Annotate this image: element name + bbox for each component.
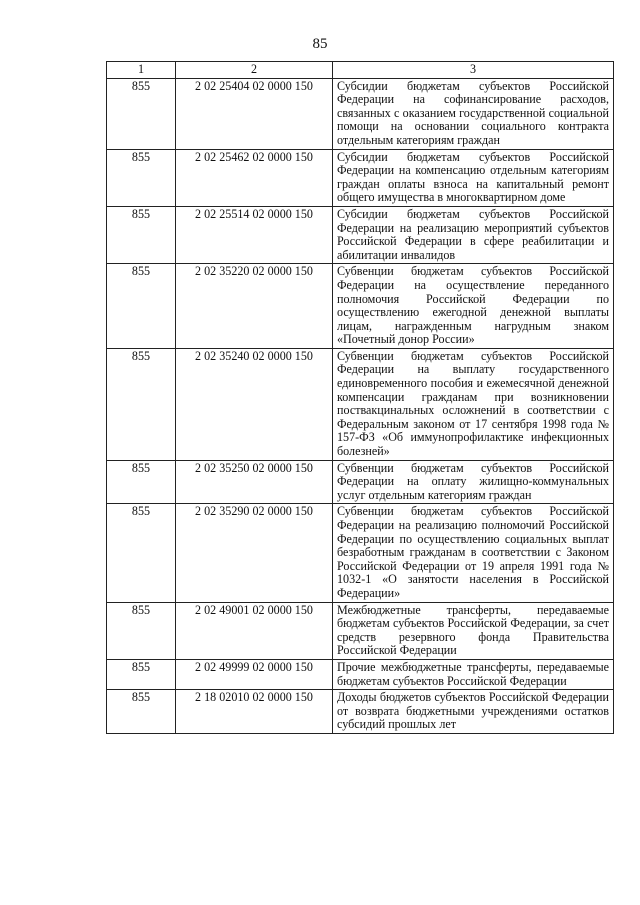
admin-code-cell: 855 bbox=[107, 659, 176, 689]
table-row bbox=[107, 690, 614, 734]
admin-code-cell: 855 bbox=[107, 504, 176, 602]
table-row bbox=[107, 659, 614, 689]
table-row bbox=[107, 504, 614, 602]
revenue-code-cell: 2 02 49001 02 0000 150 bbox=[176, 602, 333, 659]
admin-code-cell: 855 bbox=[107, 78, 176, 149]
table-row bbox=[107, 206, 614, 263]
revenue-code-cell: 2 02 25462 02 0000 150 bbox=[176, 149, 333, 206]
table-row bbox=[107, 264, 614, 349]
revenue-code-cell: 2 02 49999 02 0000 150 bbox=[176, 659, 333, 689]
revenue-name-cell: Субсидии бюджетам субъектов Российской Федерации на софинансирование расходов, связанных с оказанием государственной социальной помощи на основании социального контракта отдельным категориям граждан bbox=[333, 78, 614, 149]
budget-classification-table bbox=[106, 61, 614, 734]
revenue-code-cell: 2 02 35290 02 0000 150 bbox=[176, 504, 333, 602]
admin-code-cell: 855 bbox=[107, 206, 176, 263]
revenue-name-cell: Субсидии бюджетам субъектов Российской Федерации на компенсацию отдельным категориям граждан оплаты взноса на капитальный ремонт общего имущества в многоквартирном доме bbox=[333, 149, 614, 206]
header-col-1: 1 bbox=[107, 62, 176, 79]
revenue-name-cell: Межбюджетные трансферты, передаваемые бюджетам субъектов Российской Федерации, за счет средств резервного фонда Правительства Российской Федерации bbox=[333, 602, 614, 659]
table-row bbox=[107, 149, 614, 206]
table-row bbox=[107, 602, 614, 659]
table-row bbox=[107, 348, 614, 460]
header-col-3: 3 bbox=[333, 62, 614, 79]
revenue-code-cell: 2 02 25514 02 0000 150 bbox=[176, 206, 333, 263]
revenue-name-cell: Прочие межбюджетные трансферты, передаваемые бюджетам субъектов Российской Федерации bbox=[333, 659, 614, 689]
table-row bbox=[107, 78, 614, 149]
admin-code-cell: 855 bbox=[107, 264, 176, 349]
revenue-code-cell: 2 02 35240 02 0000 150 bbox=[176, 348, 333, 460]
revenue-name-cell: Субвенции бюджетам субъектов Российской Федерации на реализацию полномочий Российской Федерации по осуществлению социальных выплат безработным гражданам в соответствии с Законом Российской Федерации от 19 апреля 1991 года № 1032-1 «О занятости населения в Российской Федерации» bbox=[333, 504, 614, 602]
admin-code-cell: 855 bbox=[107, 602, 176, 659]
table-row bbox=[107, 460, 614, 504]
admin-code-cell: 855 bbox=[107, 690, 176, 734]
revenue-name-cell: Субвенции бюджетам субъектов Российской Федерации на выплату государственного единовременного пособия и ежемесячной денежной компенсации гражданам при возникновении поствакцинальных осложнений в соответствии с Федеральным законом от 17 сентября 1998 года № 157-ФЗ «Об иммунопрофилактике инфекционных болезней» bbox=[333, 348, 614, 460]
revenue-name-cell: Субвенции бюджетам субъектов Российской Федерации на оплату жилищно-коммунальных услуг отдельным категориям граждан bbox=[333, 460, 614, 504]
revenue-code-cell: 2 18 02010 02 0000 150 bbox=[176, 690, 333, 734]
revenue-name-cell: Субвенции бюджетам субъектов Российской Федерации на осуществление переданного полномочия Российской Федерации по осуществлению ежегодной денежной выплаты лицам, награжденным нагрудным знаком «Почетный донор России» bbox=[333, 264, 614, 349]
revenue-name-cell: Субсидии бюджетам субъектов Российской Федерации на реализацию мероприятий субъектов Российской Федерации в сфере реабилитации и абилитации инвалидов bbox=[333, 206, 614, 263]
admin-code-cell: 855 bbox=[107, 149, 176, 206]
admin-code-cell: 855 bbox=[107, 348, 176, 460]
revenue-code-cell: 2 02 35220 02 0000 150 bbox=[176, 264, 333, 349]
header-col-2: 2 bbox=[176, 62, 333, 79]
revenue-code-cell: 2 02 35250 02 0000 150 bbox=[176, 460, 333, 504]
admin-code-cell: 855 bbox=[107, 460, 176, 504]
revenue-name-cell: Доходы бюджетов субъектов Российской Федерации от возврата бюджетными учреждениями остатков субсидий прошлых лет bbox=[333, 690, 614, 734]
revenue-code-cell: 2 02 25404 02 0000 150 bbox=[176, 78, 333, 149]
page-number: 85 bbox=[312, 36, 328, 52]
table-header-row bbox=[107, 62, 614, 79]
